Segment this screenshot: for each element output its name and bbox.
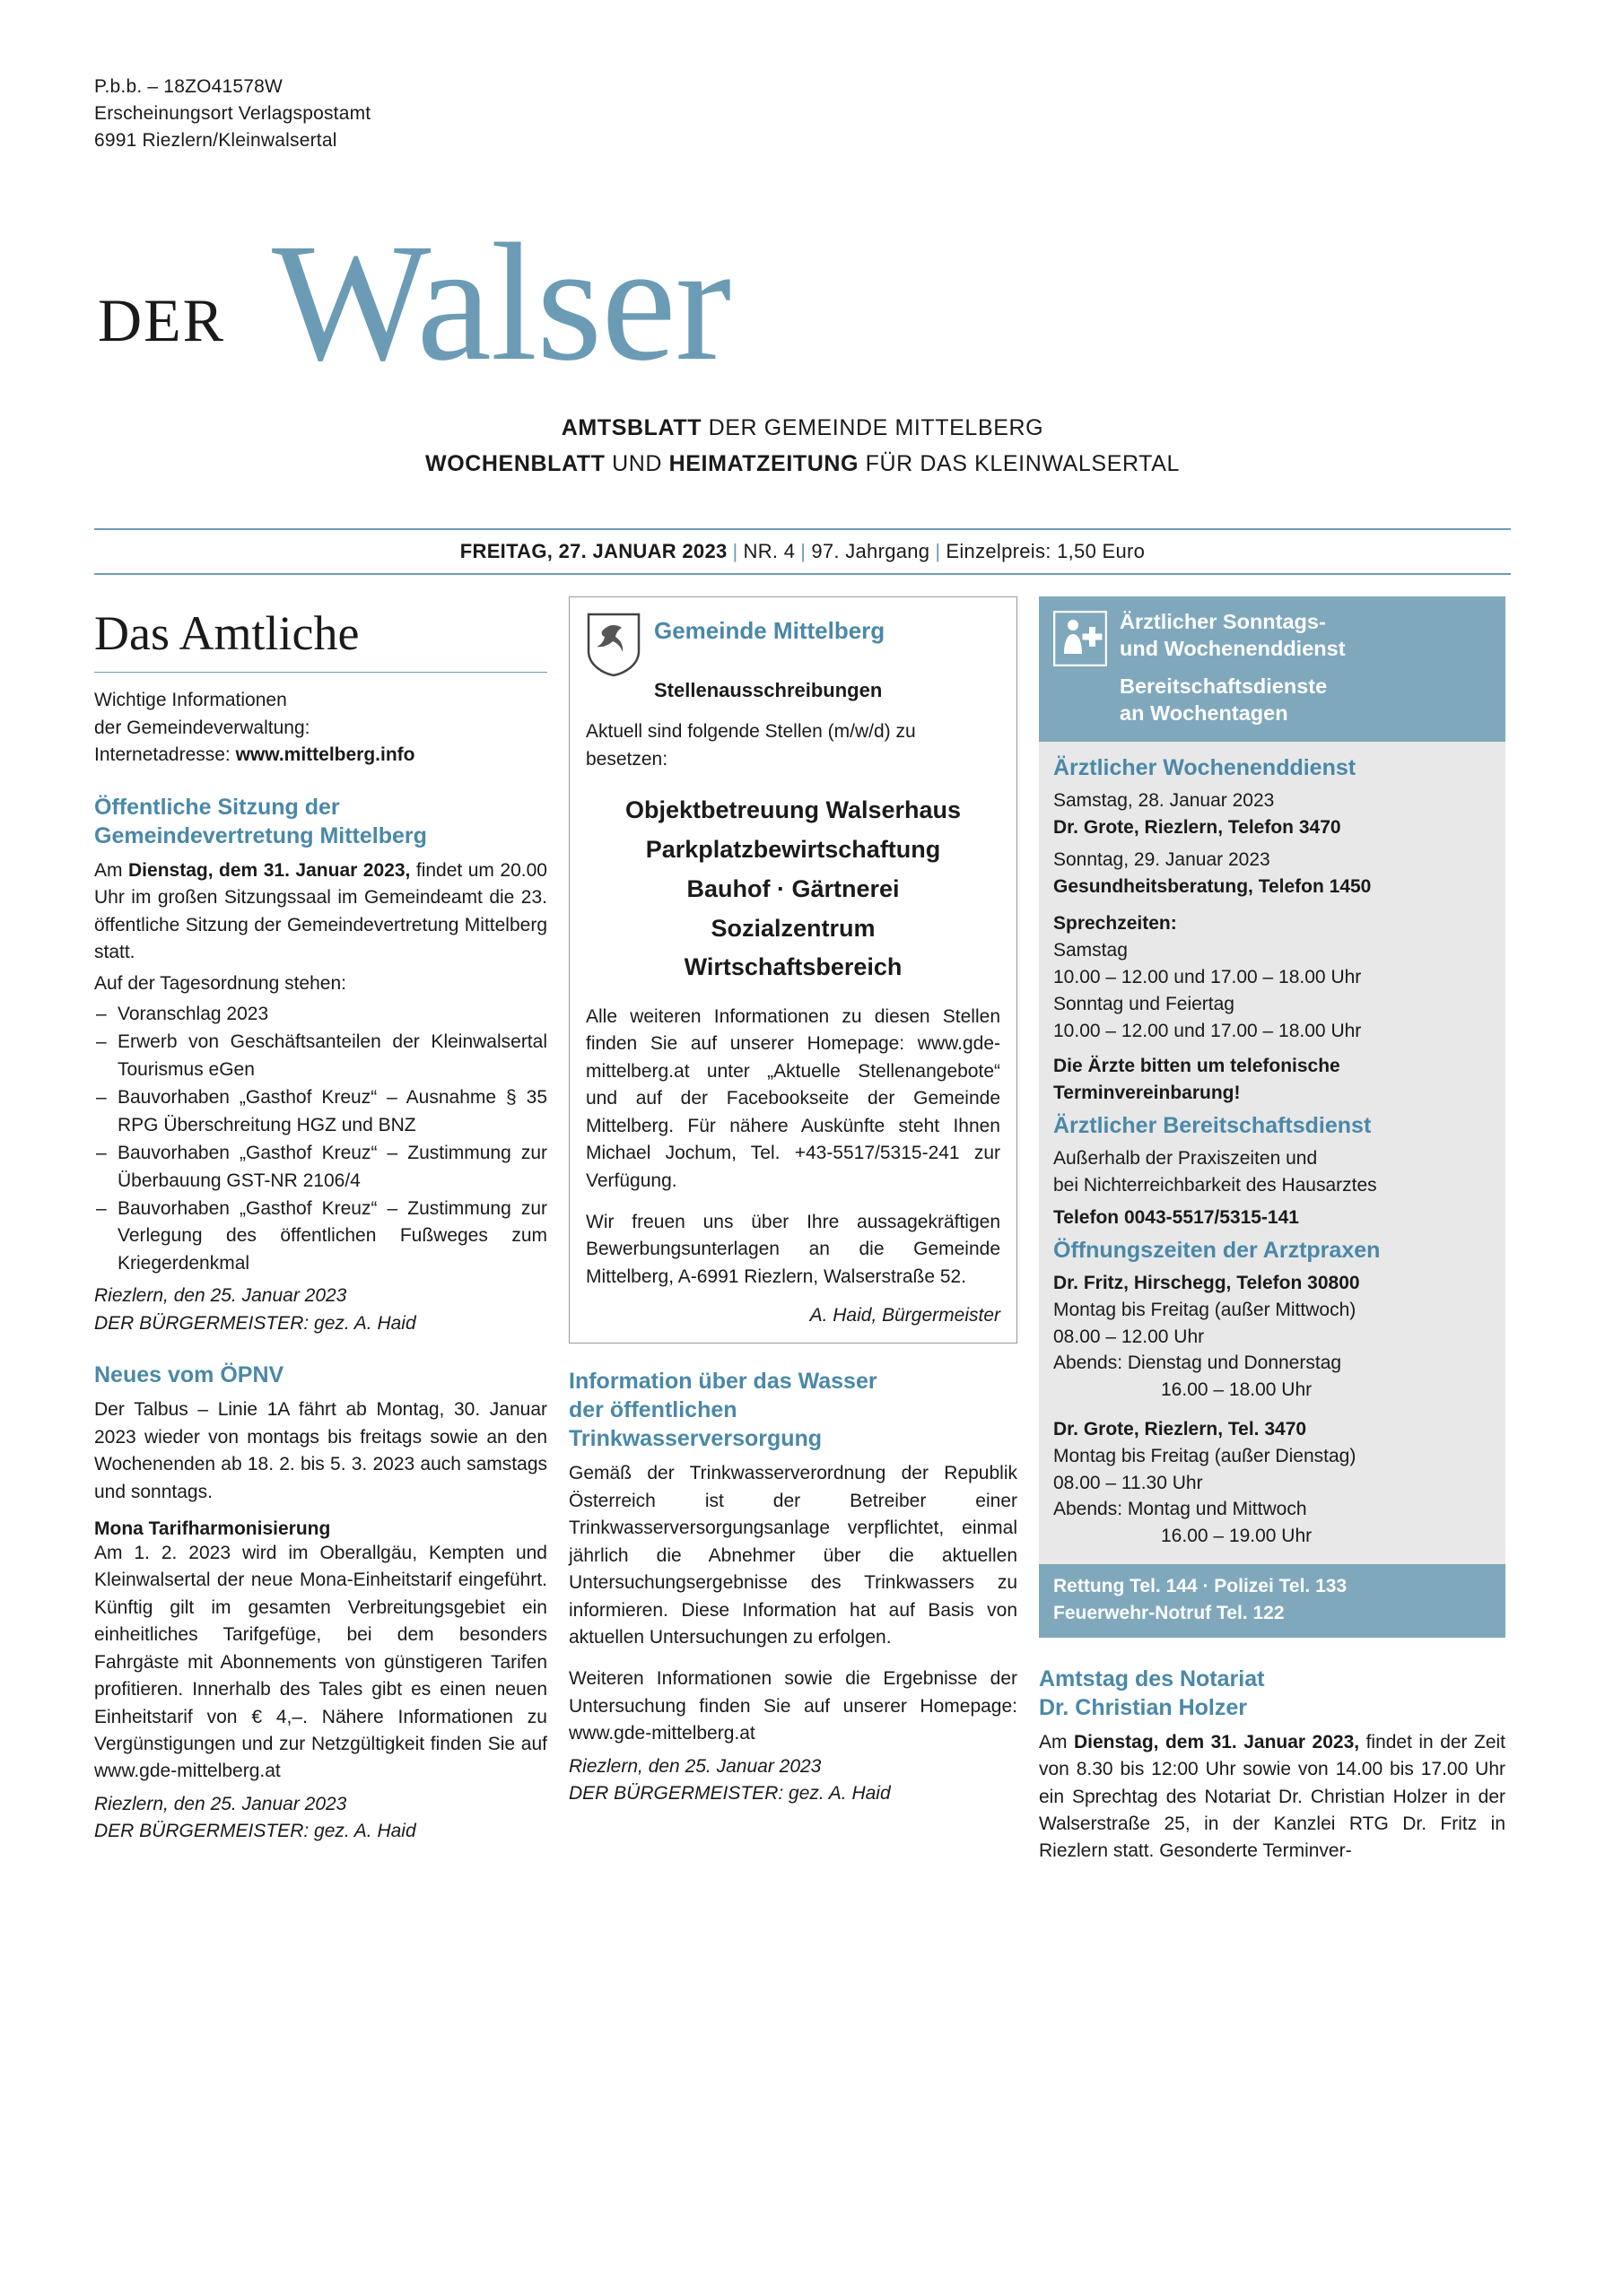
job-item: Parkplatzbewirtschaftung <box>645 836 941 864</box>
gemeinde-header <box>586 612 1000 702</box>
heading-wasser-line1: Information über das Wasser <box>569 1369 877 1395</box>
grote-name <box>1053 1416 1491 1443</box>
hinweis-line2 <box>1053 1080 1491 1107</box>
sprechzeiten-sa-label: Samstag <box>1053 940 1128 961</box>
sprechzeiten-heading <box>1053 910 1491 937</box>
heading-oeffnungszeiten: Öffnungszeiten der Arztpraxen <box>1053 1237 1381 1263</box>
logo-walser: Walser <box>272 208 731 396</box>
gemeinde-title: Gemeinde Mittelberg <box>654 617 885 645</box>
page-title: Das Amtliche <box>94 606 360 661</box>
saturday-date: Samstag, 28. Januar 2023 <box>1053 790 1275 812</box>
heading-wochenenddienst: Ärztlicher Wochenenddienst <box>1053 754 1356 780</box>
mona-paragraph: Am 1. 2. 2023 wird im Oberallgäu, Kempten und Kleinwalsertal der neue Mona-Einheitstarif eingeführt. Künftig gilt im gesamten Verbreitungsgebiet ein einheitliches Tarifgefüge, bei dem besonders Fahrgäste mit Abonnements von günstigeren Tarifen profitieren. Innerhalb des Tales gibt es einen neuen Einheitstarif von € 4,–. Nähere Informationen zu Vergünstigungen und zur Netzgültigkeit finden Sie auf www.gde-mittelberg.at <box>94 1542 547 1782</box>
stellen-paragraph-1: Alle weiteren Informationen zu diesen Stellen finden Sie auf unserer Homepage: www.gde-mittelberg.at unter „Aktuelle Stellenangebote“ und auf der Facebookseite der Gemeinde Mittelberg. Für nähere Auskünfte steht Ihnen Michael Jochum, Tel. +43-5517/5315-241 zur Verfügung. <box>586 1005 1000 1191</box>
gemeinde-titles <box>654 612 885 702</box>
heading-sitzung-line2: Gemeindevertretung Mittelberg <box>94 822 427 848</box>
dateline-jahrgang: 97. Jahrgang <box>811 540 930 563</box>
wasser-paragraph-2: Weiteren Informationen sowie die Ergebnisse der Untersuchung finden Sie auf unserer Homepage: www.gde-mittelberg.at <box>569 1668 1017 1744</box>
title-divider <box>94 672 547 673</box>
sprechzeiten-heading-text: Sprechzeiten: <box>1053 913 1177 935</box>
heading-bereitschaftsdienst: Ärztlicher Bereitschaftsdienst <box>1053 1113 1372 1138</box>
intro-line-3 <box>94 742 547 769</box>
signature-place-date: Riezlern, den 25. Januar 2023 <box>94 1793 347 1814</box>
sitzung-p1c: findet um 20.00 Uhr im großen Sitzungssaal im Gemeindeamt die 23. öffentliche Sitzung der Gemeindevertretung Mittelberg statt. <box>94 859 547 963</box>
signature-place-date: Riezlern, den 25. Januar 2023 <box>569 1755 822 1777</box>
logo-der: DER <box>98 286 225 355</box>
heading-oepnv: Neues vom ÖPNV <box>94 1362 284 1388</box>
doctor-icon <box>1053 611 1107 666</box>
hinweis-line2-text: Terminvereinbarung! <box>1053 1083 1241 1104</box>
signature-name: DER BÜRGERMEISTER: gez. A. Haid <box>94 1821 416 1842</box>
notariat-p-a: Am <box>1039 1731 1074 1752</box>
heading-sitzung <box>94 793 547 850</box>
doctor-header-line2: und Wochenenddienst <box>1120 637 1346 661</box>
subtitle-amtsblatt: AMTSBLATT <box>561 415 702 441</box>
dateline-date: FREITAG, 27. JANUAR 2023 <box>459 540 728 563</box>
intro-block <box>94 687 547 769</box>
intro-line-2: der Gemeindeverwaltung: <box>94 717 310 738</box>
signature-block-2 <box>94 1791 547 1846</box>
grote-days: Montag bis Freitag (außer Dienstag) <box>1053 1445 1356 1466</box>
postal-line-1: P.b.b. – 18ZO41578W <box>94 76 283 97</box>
fritz-evening-hours: 16.00 – 18.00 Uhr <box>1161 1379 1313 1401</box>
subtitle-kleinwalsertal: FÜR DAS KLEINWALSERTAL <box>859 451 1180 477</box>
content-columns <box>94 596 1511 1865</box>
postal-line-3: 6991 Riezlern/Kleinwalsertal <box>94 129 337 151</box>
oepnv-paragraph: Der Talbus – Linie 1A fährt ab Montag, 30. Januar 2023 wieder von montags bis freitags sowie an den Wochenenden ab 18. 2. bis 5. 3. 2023 auch samstags und sonntags. <box>94 1399 547 1502</box>
hinweis-line1-text: Die Ärzte bitten um telefonische <box>1053 1056 1340 1077</box>
agenda-list <box>94 1001 547 1277</box>
signature-name: DER BÜRGERMEISTER: gez. A. Haid <box>94 1312 416 1334</box>
sitzung-paragraph <box>94 857 547 967</box>
notariat-date: Dienstag, dem 31. Januar 2023, <box>1073 1731 1360 1752</box>
emergency-line-1: Rettung Tel. 144 · Polizei Tel. 133 <box>1053 1576 1348 1597</box>
dateline-price: Einzelpreis: 1,50 Euro <box>946 540 1146 563</box>
bereitschaft-phone-text: Telefon 0043-5517/5315-141 <box>1053 1206 1299 1228</box>
sprechzeiten-so-label: Sonntag und Feiertag <box>1053 993 1234 1014</box>
emergency-line-2: Feuerwehr-Notruf Tel. 122 <box>1053 1602 1285 1623</box>
subtitle-line-1 <box>94 410 1511 446</box>
sunday-date: Sonntag, 29. Januar 2023 <box>1053 848 1270 870</box>
sprechzeiten-so-time: 10.00 – 12.00 und 17.00 – 18.00 Uhr <box>1053 1020 1362 1041</box>
masthead-subtitle <box>94 410 1511 482</box>
stellen-title: Stellenausschreibungen <box>654 679 883 702</box>
job-item: Wirtschaftsbereich <box>684 953 903 981</box>
notariat-paragraph <box>1039 1729 1505 1866</box>
notariat-p-c: findet in der Zeit von 8.30 bis 12:00 Uhr sowie von 14.00 bis 17.00 Uhr ein Sprechtag des Notariat Dr. Christian Holzer in der Walserstraße 25, in der Kanzlei RTG Dr. Fritz in Riezlern statt. Gesonderte Terminver- <box>1039 1731 1506 1862</box>
grote-name-text: Dr. Grote, Riezlern, Tel. 3470 <box>1053 1419 1307 1439</box>
saturday-doctor-text: Dr. Grote, Riezlern, Telefon 3470 <box>1053 816 1341 838</box>
postal-line-2: Erscheinungsort Verlagspostamt <box>94 102 371 124</box>
grote-hours: 08.00 – 11.30 Uhr <box>1053 1472 1203 1493</box>
dateline <box>94 528 1511 575</box>
list-item: – Bauvorhaben „Gasthof Kreuz“ – Zustimmung zur Verlegung des öffentlichen Fußweges zum Kriegerdenkmal <box>94 1196 547 1277</box>
masthead-logo <box>94 187 1511 396</box>
fritz-name <box>1053 1270 1491 1297</box>
subtitle-wochenblatt: WOCHENBLATT <box>425 451 606 477</box>
website-link[interactable]: www.mittelberg.info <box>235 744 415 766</box>
doctor-service-header <box>1039 596 1505 741</box>
wasser-paragraph-1: Gemäß der Trinkwasserverordnung der Republik Österreich ist der Betreiber einer Trinkwasserversorgungsanlage verpflichtet, einmal jährlich die Abnehmer über die aktuellen Untersuchungsergebnisse des Trinkwassers zu informieren. Diese Information hat auf Basis von aktuellen Untersuchungen zu erfolgen. <box>569 1463 1017 1648</box>
dateline-sep-3: | <box>935 540 941 563</box>
signature-block-1 <box>94 1283 547 1337</box>
heading-wasser-line3: Trinkwasserversorgung <box>569 1426 823 1452</box>
wasser-signature-block <box>569 1753 1017 1808</box>
job-item: Bauhof · Gärtnerei <box>686 874 900 902</box>
heading-notariat-line1: Amtstag des Notariat <box>1039 1665 1265 1692</box>
heading-wasser-line2: der öffentlichen <box>569 1397 737 1423</box>
sunday-doctor <box>1053 874 1491 900</box>
sunday-doctor-text: Gesundheitsberatung, Telefon 1450 <box>1053 875 1372 897</box>
gemeinde-wappen-icon <box>586 612 641 678</box>
doctor-header-line3: Bereitschaftsdienste <box>1120 674 1328 699</box>
sitzung-p1a: Am <box>94 859 129 881</box>
grote-evening-hours: 16.00 – 19.00 Uhr <box>1161 1526 1313 1547</box>
doctor-header-line4: an Wochentagen <box>1120 700 1288 725</box>
signature-name: DER BÜRGERMEISTER: gez. A. Haid <box>569 1783 891 1805</box>
column-amtliche <box>94 596 547 1865</box>
hinweis-line1 <box>1053 1053 1491 1080</box>
doctor-service-body <box>1039 742 1505 1564</box>
dateline-nr: NR. 4 <box>743 540 796 563</box>
signature-place-date: Riezlern, den 25. Januar 2023 <box>94 1285 347 1307</box>
subtitle-und: UND <box>605 451 669 477</box>
fritz-hours: 08.00 – 12.00 Uhr <box>1053 1326 1205 1347</box>
stellenausschreibungen-box <box>569 596 1017 1344</box>
doctor-header-line1: Ärztlicher Sonntags- <box>1120 610 1326 634</box>
intro-line-1: Wichtige Informationen <box>94 690 287 711</box>
job-item: Objektbetreuung Walserhaus <box>624 796 962 824</box>
list-item: – Bauvorhaben „Gasthof Kreuz“ – Ausnahme § 35 RPG Überschreitung HGZ und BNZ <box>94 1084 547 1139</box>
sitzung-date: Dienstag, dem 31. Januar 2023, <box>128 859 411 881</box>
mona-subheading: Mona Tarifharmonisierung <box>94 1518 331 1539</box>
list-item: – Erwerb von Geschäftsanteilen der Kleinwalsertal Tourismus eGen <box>94 1029 547 1083</box>
subtitle-line-2 <box>94 446 1511 482</box>
job-list <box>586 791 1000 987</box>
fritz-name-text: Dr. Fritz, Hirschegg, Telefon 30800 <box>1053 1272 1360 1293</box>
bereitschaft-phone <box>1053 1205 1491 1231</box>
stellen-paragraph-2: Wir freuen uns über Ihre aussagekräftigen Bewerbungsunterlagen an die Gemeinde Mittelberg, A-6991 Riezlern, Walserstraße 52. <box>586 1212 1000 1287</box>
subtitle-heimatzeitung: HEIMATZEITUNG <box>668 451 859 477</box>
column-gemeinde <box>569 596 1017 1865</box>
heading-sitzung-line1: Öffentliche Sitzung der <box>94 794 340 820</box>
emergency-numbers <box>1039 1564 1505 1638</box>
fritz-evening-days: Abends: Dienstag und Donnerstag <box>1053 1352 1342 1374</box>
stellen-intro: Aktuell sind folgende Stellen (m/w/d) zu besetzen: <box>586 721 916 770</box>
saturday-doctor <box>1053 814 1491 841</box>
subtitle-gemeinde: DER GEMEINDE MITTELBERG <box>702 415 1044 441</box>
intro-label: Internetadresse: <box>94 744 236 766</box>
job-item: Sozialzentrum <box>711 914 876 942</box>
bereitschaft-line1: Außerhalb der Praxiszeiten und <box>1053 1148 1318 1170</box>
dateline-sep-2: | <box>800 540 807 563</box>
stellen-signature: A. Haid, Bürgermeister <box>809 1305 1000 1326</box>
notariat-section <box>1039 1665 1505 1866</box>
list-item: – Bauvorhaben „Gasthof Kreuz“ – Zustimmung zur Überbauung GST-NR 2106/4 <box>94 1140 547 1195</box>
list-item: – Voranschlag 2023 <box>94 1001 547 1028</box>
column-aerztlich <box>1039 596 1505 1865</box>
doctor-service-titles <box>1120 609 1346 726</box>
postal-info <box>94 0 1511 153</box>
grote-evening-days: Abends: Montag und Mittwoch <box>1053 1499 1307 1520</box>
agenda-lead: Auf der Tagesordnung stehen: <box>94 972 346 994</box>
fritz-days: Montag bis Freitag (außer Mittwoch) <box>1053 1299 1356 1320</box>
bereitschaft-line2: bei Nichterreichbarkeit des Hausarztes <box>1053 1175 1377 1196</box>
heading-wasser <box>569 1367 1017 1453</box>
sprechzeiten-sa-time: 10.00 – 12.00 und 17.00 – 18.00 Uhr <box>1053 966 1362 987</box>
dateline-sep-1: | <box>732 540 738 563</box>
heading-notariat <box>1039 1665 1505 1722</box>
heading-notariat-line2: Dr. Christian Holzer <box>1039 1694 1247 1720</box>
